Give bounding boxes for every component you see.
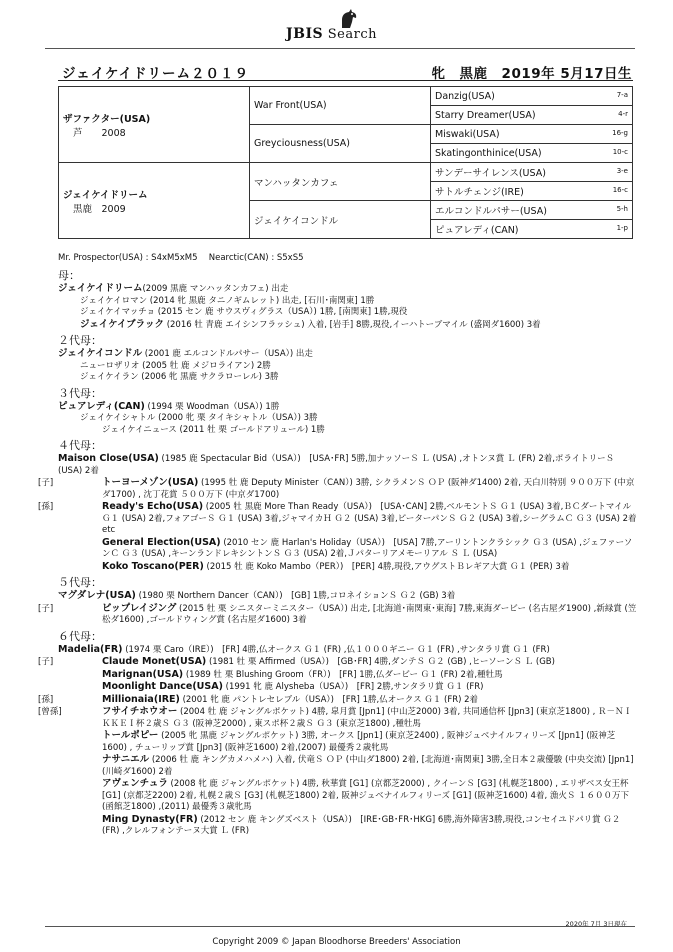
pedigree-gen3-8[interactable]: ピュアレディ(CAN) 1-p [431,220,633,239]
family-line: Marignan(USA) (1989 牡 栗 Blushing Groom（FR）) [FR] 1勝,仏ダービー Ｇ１ (FR) 2着,種牡馬 [102,668,503,680]
copyright-text: Copyright 2009 © Japan Bloodhorse Breeders' Association [212,937,461,947]
family-line: ニューロザリオ (2005 牡 鹿 メジロライアン) 2勝 [80,360,271,371]
horse-name: ジェイケイドリーム２０１９ [62,66,250,82]
inbreeding-crosses: Mr. Prospector(USA) : S4xM5xM5 Nearctic(CAN) : S5xS5 [58,253,304,263]
family-line: [曾孫] フサイチホウオー (2004 牡 鹿 ジャングルポケット) 4勝, 皐月賞 [Jpn1] (中山芝2000) 3着, 共同通信杯 [Jpn3] (東京芝1800) , Ｒ－ＮＩＫＫＥＩ杯２歳Ｓ Ｇ３ (阪神芝2000) , 東スポ杯２歳Ｓ Ｇ３ (東京芝1800) ,種牡馬 [38,706,633,729]
family-line: Maison Close(USA) (1985 鹿 Spectacular Bid（USA）) [USA･FR] 5勝,加ナッソーＳ Ｌ (USA) ,オトンヌ賞 Ｌ (FR) 2着,ポライトリーＳ (USA) 2着 [58,453,615,476]
family-line: Koko Toscano(PER) (2015 牡 鹿 Koko Mambo（PER）) [PER] 4勝,現役,アウグストＢレギア大賞 Ｇ１ (PER) 3着 [102,560,570,572]
horse-info: 牝 黒鹿 2019年 5月17日生 [431,66,632,82]
family-line: ナサニエル (2006 牡 鹿 キングカメハメハ) 入着, 伏竜Ｓ ＯＰ (中山ダ1800) 2着, [北海道･南関東] 3勝,全日本２歳優駿 (中央交流) [Jpn1] (川崎ダ1600) 2着 [102,754,634,777]
footer-divider [45,926,635,927]
family-line: ジェイケイシャトル (2000 牝 栗 タイキシャトル（USA）) 3勝 [80,413,318,423]
pedigree-dam[interactable]: ジェイケイドリーム 黒鹿 2009 [59,163,250,239]
family-line: Moonlight Dance(USA) (1991 牝 鹿 Alysheba（USA）) [FR] 2勝,サンタラリ賞 Ｇ１ (FR) [102,681,484,692]
third-dam-heading: ３代母： [58,386,102,400]
horse-title-row [62,62,632,82]
pedigree-sire-sire[interactable]: War Front(USA) [250,87,431,125]
dam-heading: 母： [58,269,80,282]
family-line: [孫] Ready's Echo(USA) (2005 牡 黒鹿 More Than Ready（USA）) [USA･CAN] 2勝,ベルモントＳ Ｇ１ (USA) 3着,ＢＣダートマイル Ｇ１ (USA) 2着,フォアゴーＳ Ｇ１ (USA) 3着,ジャマイカＨ Ｇ２ (USA) 3着,ピーターパンＳ Ｇ２ (USA) 3着,シーグラムＣ Ｇ３ (USA) 2着etc [38,501,637,535]
family-line: ジェイケイラン (2006 牝 黒鹿 サクラローレル) 3勝 [80,372,279,382]
pedigree-gen3-4[interactable]: Skatingonthinice(USA) 10-c [431,144,633,163]
pedigree-sire-dam[interactable]: Greyciousness(USA) [250,125,431,163]
pedigree-gen3-6[interactable]: サトルチェンジ(IRE) 16-c [431,182,633,201]
as-of-date: 2020年 7月 3日現在 [565,920,627,928]
logo-text-jbis: JBIS [286,26,324,42]
family-line: ジェイケイニュース (2011 牡 栗 ゴールドアリュール) 1勝 [102,424,325,435]
family-line: トールポピー (2005 牝 黒鹿 ジャングルポケット) 3勝, オークス [Jpn1] (東京芝2400) , 阪神ジュベナイルフィリーズ [Jpn1] (阪神芝1600) , チューリップ賞 [Jpn3] (阪神芝1600) 2着,(2007) 最優秀２歳牝馬 [102,730,616,753]
fifth-dam-heading: ５代母： [58,576,102,589]
header-divider [45,48,635,49]
pedigree-dam-sire[interactable]: マンハッタンカフェ [250,163,431,201]
family-line: General Election(USA) (2010 セン 鹿 Harlan's Holiday（USA）) [USA] 7勝,アーリントンクラシック Ｇ３ (USA) ,ジェファーソンＣ Ｇ３ (USA) ,キーンランドレキシントンＳ Ｇ３ (USA) 2着,Ｊパターリアメモーリアル Ｓ Ｌ (USA) [102,536,633,559]
pedigree-gen3-3[interactable]: Miswaki(USA) 16-g [431,125,633,144]
family-line: ジェイケイドリーム(2009 黒鹿 マンハッタンカフェ) 出走 [58,283,289,294]
family-line: アヴェンチュラ (2008 牝 鹿 ジャングルポケット) 4勝, 秋華賞 [G1] (京都芝2000) , クイーンＳ [G3] (札幌芝1800) , エリザベス女王杯 [G1] (京都芝2200) 2着, 札幌２歳Ｓ [G3] (札幌芝1800) 2着, 阪神ジュベナイルフィリーズ [G1] (阪神芝1600) 4着, 漁火Ｓ １６００万下 (函館芝1800) ,(2011) 最優秀３歳牝馬 [102,778,630,812]
pedigree-dam-dam[interactable]: ジェイケイコンドル [250,201,431,239]
family-section [38,266,638,838]
family-line: [子] ビップレイジング (2015 牡 栗 シニスターミニスター（USA）) 出走, [北海道･南関東･東海] 7勝,東海ダービー (名古屋ダ1900) ,新緑賞 (笠松ダ1600) ,ゴールドウィング賞 (名古屋ダ1600) 3着 [38,602,637,625]
family-line: Madelia(FR) (1974 栗 Caro（IRE）) [FR] 4勝,仏オークス Ｇ１ (FR) ,仏１０００ギニー Ｇ１ (FR) ,サンタラリ賞 Ｇ１ (FR) [58,643,550,655]
family-line: [子] Claude Monet(USA) (1981 牡 栗 Affirmed（USA）) [GB･FR] 4勝,ダンテＳ Ｇ２ (GB) ,ヒーソーンＳ Ｌ (GB) [38,656,555,667]
jbis-logo [286,8,396,46]
family-line: ジェイケイブラック (2016 牡 青鹿 エイシンフラッシュ) 入着, [岩手] 8勝,現役,イーハトーブマイル (盛岡ダ1600) 3着 [80,318,541,330]
pedigree-table [58,86,633,239]
pedigree-gen3-5[interactable]: サンデーサイレンス(USA) 3-e [431,163,633,182]
pedigree-sire[interactable]: ザファクター(USA) 芦 2008 [59,87,250,163]
title-divider [58,80,633,81]
logo-text-search: Search [327,27,377,42]
second-dam-heading: ２代母： [58,334,102,347]
pedigree-gen3-7[interactable]: エルコンドルパサー(USA) 5-h [431,201,633,220]
family-line: [孫] Millionaia(IRE) (2001 牝 鹿 パントレセレブル（USA）) [FR] 1勝,仏オークス Ｇ１ (FR) 2着 [38,693,479,705]
family-line: Ming Dynasty(FR) (2012 セン 鹿 キングズベスト（USA）) [IRE･GB･FR･HKG] 6勝,海外障害3勝,現役,コンセイユドパリ賞 Ｇ２ (FR) ,クレルフォンテーヌ大賞 Ｌ (FR) [102,813,621,836]
family-line: [子] トーヨーメゾン(USA) (1995 牡 鹿 Deputy Minister（CAN）) 3勝, シクラメンＳ ＯＰ (阪神ダ1400) 2着, 天白川特別 ９００万下 (中京ダ1700) , 沈丁花賞 ５００万下 (中京ダ1700) [38,477,635,500]
pedigree-gen3-1[interactable]: Danzig(USA) 7-a [431,87,633,106]
sixth-dam-heading: ６代母： [58,629,102,643]
fourth-dam-heading: ４代母： [58,439,102,452]
family-line: マグダレナ(USA) (1980 栗 Northern Dancer（CAN）) [GB] 1勝,コロネイションＳ Ｇ２ (GB) 3着 [58,590,456,601]
pedigree-gen3-2[interactable]: Starry Dreamer(USA) 4-r [431,106,633,125]
family-line: ジェイケイロマン (2014 牝 黒鹿 タニノギムレット) 出走, [石川･南関東] 1勝 [80,295,375,306]
family-line: ジェイケイコンドル (2001 鹿 エルコンドルパサー（USA）) 出走 [58,348,313,359]
family-line: ピュアレディ(CAN) (1994 栗 Woodman（USA）) 1勝 [58,400,280,412]
family-line: ジェイケイマッチョ (2015 セン 鹿 サウスヴィグラス（USA）) 1勝, [南関東] 1勝,現役 [80,307,408,317]
